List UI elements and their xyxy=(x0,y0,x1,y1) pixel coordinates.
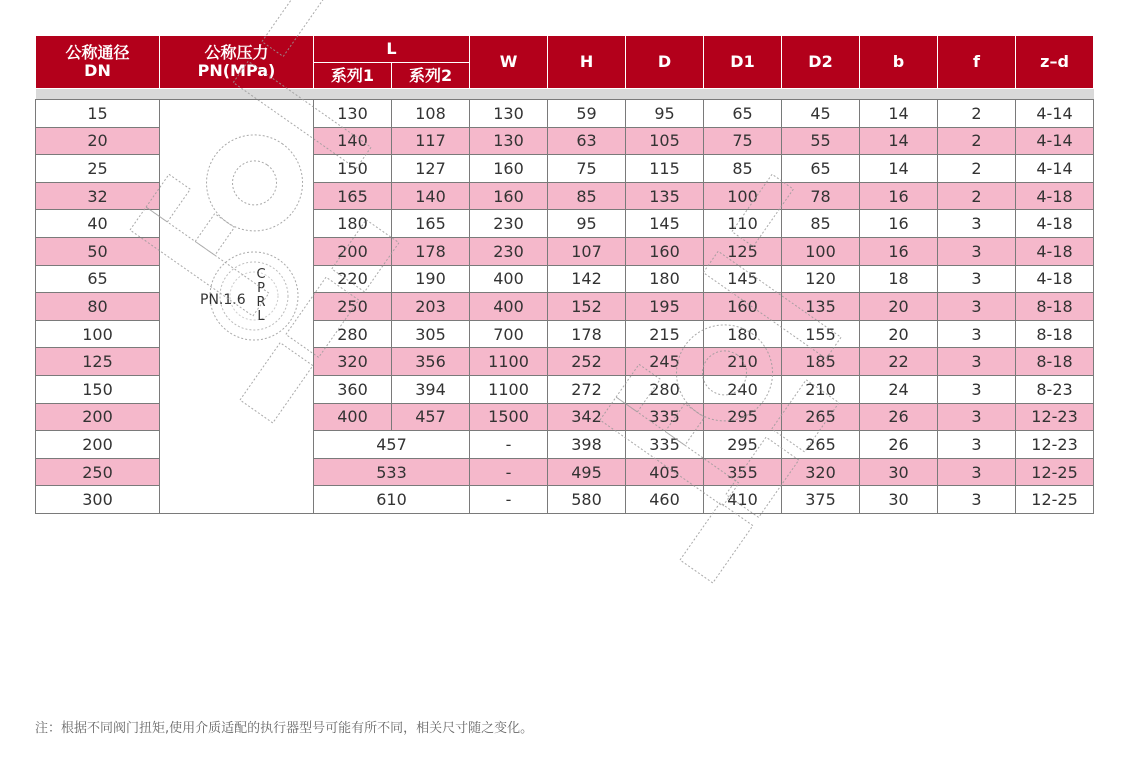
cell-dn: 50 xyxy=(36,237,160,265)
cell-d1: 295 xyxy=(704,431,782,459)
cell-dn: 40 xyxy=(36,210,160,238)
pn-content xyxy=(160,100,313,513)
cell-w: 1100 xyxy=(470,348,548,376)
cell-d1: 100 xyxy=(704,182,782,210)
cell-f: 2 xyxy=(938,100,1016,128)
cell-d1: 75 xyxy=(704,127,782,155)
cell-w: - xyxy=(470,458,548,486)
dimension-table xyxy=(35,35,1094,514)
cell-zd: 4-14 xyxy=(1016,155,1094,183)
cell-l2: 178 xyxy=(392,237,470,265)
cell-w: 160 xyxy=(470,155,548,183)
header-f: f xyxy=(938,36,1016,89)
cell-d1: 180 xyxy=(704,320,782,348)
cell-d: 145 xyxy=(626,210,704,238)
table-row xyxy=(36,100,1094,128)
cell-d2: 265 xyxy=(782,403,860,431)
cell-h: 580 xyxy=(548,486,626,514)
cell-b: 18 xyxy=(860,265,938,293)
cell-zd: 4-14 xyxy=(1016,127,1094,155)
cell-d2: 320 xyxy=(782,458,860,486)
cell-b: 26 xyxy=(860,403,938,431)
cell-b: 16 xyxy=(860,237,938,265)
cell-h: 342 xyxy=(548,403,626,431)
cell-dn: 65 xyxy=(36,265,160,293)
header-pn-line2: PN(MPa) xyxy=(197,61,276,80)
cell-d1: 145 xyxy=(704,265,782,293)
cell-d2: 55 xyxy=(782,127,860,155)
cell-b: 30 xyxy=(860,458,938,486)
cell-b: 16 xyxy=(860,182,938,210)
cell-h: 152 xyxy=(548,293,626,321)
cell-dn: 32 xyxy=(36,182,160,210)
cell-h: 252 xyxy=(548,348,626,376)
cell-d1: 355 xyxy=(704,458,782,486)
cell-pn-merged xyxy=(160,100,314,514)
cell-h: 272 xyxy=(548,375,626,403)
cell-f: 2 xyxy=(938,155,1016,183)
cell-d: 95 xyxy=(626,100,704,128)
cell-l1: 400 xyxy=(314,403,392,431)
cell-b: 22 xyxy=(860,348,938,376)
pn-value: PN.1.6 xyxy=(200,292,246,308)
cell-f: 3 xyxy=(938,348,1016,376)
cell-l1: 280 xyxy=(314,320,392,348)
cell-d1: 125 xyxy=(704,237,782,265)
cell-f: 2 xyxy=(938,182,1016,210)
cell-d: 160 xyxy=(626,237,704,265)
cell-h: 85 xyxy=(548,182,626,210)
cell-d: 215 xyxy=(626,320,704,348)
cell-d: 135 xyxy=(626,182,704,210)
cell-b: 16 xyxy=(860,210,938,238)
cell-dn: 80 xyxy=(36,293,160,321)
cell-d: 115 xyxy=(626,155,704,183)
table-header xyxy=(36,36,1094,89)
stamp-letter: L xyxy=(257,309,265,324)
cell-b: 14 xyxy=(860,127,938,155)
header-d2: D2 xyxy=(782,36,860,89)
cell-h: 63 xyxy=(548,127,626,155)
cell-l1: 180 xyxy=(314,210,392,238)
header-b: b xyxy=(860,36,938,89)
cell-l1: 250 xyxy=(314,293,392,321)
cell-l2: 356 xyxy=(392,348,470,376)
cell-l2: 117 xyxy=(392,127,470,155)
cell-b: 24 xyxy=(860,375,938,403)
cell-d2: 375 xyxy=(782,486,860,514)
cell-l1: 150 xyxy=(314,155,392,183)
cell-zd: 12-25 xyxy=(1016,486,1094,514)
cell-dn: 250 xyxy=(36,458,160,486)
header-w: W xyxy=(470,36,548,89)
footnote: 注：根据不同阀门扭矩,使用介质适配的执行器型号可能有所不同，相关尺寸随之变化。 xyxy=(35,721,534,736)
cell-w: 1100 xyxy=(470,375,548,403)
cell-l2: 140 xyxy=(392,182,470,210)
cell-f: 3 xyxy=(938,431,1016,459)
cell-l2: 165 xyxy=(392,210,470,238)
cell-d2: 155 xyxy=(782,320,860,348)
cell-zd: 4-14 xyxy=(1016,100,1094,128)
cell-zd: 8-18 xyxy=(1016,320,1094,348)
header-l-series2: 系列2 xyxy=(392,63,470,89)
cell-d: 245 xyxy=(626,348,704,376)
cell-zd: 8-18 xyxy=(1016,348,1094,376)
cell-f: 2 xyxy=(938,127,1016,155)
header-zd: z–d xyxy=(1016,36,1094,89)
cell-zd: 4-18 xyxy=(1016,182,1094,210)
cell-dn: 25 xyxy=(36,155,160,183)
cell-l1: 200 xyxy=(314,237,392,265)
cell-dn: 300 xyxy=(36,486,160,514)
cell-d: 105 xyxy=(626,127,704,155)
cell-b: 30 xyxy=(860,486,938,514)
cell-zd: 4-18 xyxy=(1016,210,1094,238)
cell-h: 398 xyxy=(548,431,626,459)
header-l: L xyxy=(314,36,470,63)
cell-zd: 8-18 xyxy=(1016,293,1094,321)
cell-dn: 125 xyxy=(36,348,160,376)
cell-f: 3 xyxy=(938,293,1016,321)
cell-b: 14 xyxy=(860,155,938,183)
cell-l1: 165 xyxy=(314,182,392,210)
stamp-letter: R xyxy=(256,295,266,310)
cell-b: 26 xyxy=(860,431,938,459)
cell-d: 335 xyxy=(626,431,704,459)
cell-d: 180 xyxy=(626,265,704,293)
cell-l2: 457 xyxy=(392,403,470,431)
cell-dn: 150 xyxy=(36,375,160,403)
cell-d1: 240 xyxy=(704,375,782,403)
cell-d2: 65 xyxy=(782,155,860,183)
cell-w: 400 xyxy=(470,265,548,293)
cell-l2: 108 xyxy=(392,100,470,128)
cell-w: 1500 xyxy=(470,403,548,431)
cell-h: 59 xyxy=(548,100,626,128)
cell-zd: 4-18 xyxy=(1016,237,1094,265)
cell-d1: 65 xyxy=(704,100,782,128)
cell-l1: 130 xyxy=(314,100,392,128)
cell-l2: 394 xyxy=(392,375,470,403)
cell-dn: 20 xyxy=(36,127,160,155)
cell-zd: 12-25 xyxy=(1016,458,1094,486)
cell-w: 230 xyxy=(470,237,548,265)
cell-f: 3 xyxy=(938,210,1016,238)
header-d: D xyxy=(626,36,704,89)
cell-d: 335 xyxy=(626,403,704,431)
cell-h: 107 xyxy=(548,237,626,265)
cell-b: 20 xyxy=(860,293,938,321)
cell-l: 457 xyxy=(314,431,470,459)
cell-zd: 8-23 xyxy=(1016,375,1094,403)
stamp-letter: P xyxy=(257,281,265,296)
cell-l: 533 xyxy=(314,458,470,486)
header-dn-line2: DN xyxy=(84,61,111,80)
cell-w: - xyxy=(470,486,548,514)
cell-d2: 265 xyxy=(782,431,860,459)
cell-w: - xyxy=(470,431,548,459)
cell-l1: 320 xyxy=(314,348,392,376)
cell-l2: 190 xyxy=(392,265,470,293)
cell-l: 610 xyxy=(314,486,470,514)
cell-l2: 305 xyxy=(392,320,470,348)
cell-d1: 295 xyxy=(704,403,782,431)
cell-d2: 185 xyxy=(782,348,860,376)
cell-w: 400 xyxy=(470,293,548,321)
cell-w: 700 xyxy=(470,320,548,348)
cell-dn: 200 xyxy=(36,403,160,431)
cell-b: 20 xyxy=(860,320,938,348)
cell-dn: 100 xyxy=(36,320,160,348)
cell-d: 405 xyxy=(626,458,704,486)
cell-d2: 78 xyxy=(782,182,860,210)
cell-l2: 127 xyxy=(392,155,470,183)
cell-f: 3 xyxy=(938,265,1016,293)
cell-d: 280 xyxy=(626,375,704,403)
cell-w: 230 xyxy=(470,210,548,238)
header-pn xyxy=(160,36,314,89)
cell-d2: 100 xyxy=(782,237,860,265)
stamp-letters xyxy=(256,268,266,324)
header-dn xyxy=(36,36,160,89)
header-h: H xyxy=(548,36,626,89)
stamp-letter: C xyxy=(256,267,266,282)
header-divider xyxy=(36,89,1094,100)
cell-l2: 203 xyxy=(392,293,470,321)
cell-zd: 12-23 xyxy=(1016,403,1094,431)
cell-b: 14 xyxy=(860,100,938,128)
cell-f: 3 xyxy=(938,486,1016,514)
cell-d1: 110 xyxy=(704,210,782,238)
cell-h: 75 xyxy=(548,155,626,183)
cell-f: 3 xyxy=(938,237,1016,265)
cell-d2: 45 xyxy=(782,100,860,128)
cell-f: 3 xyxy=(938,375,1016,403)
cell-d: 195 xyxy=(626,293,704,321)
cell-d2: 210 xyxy=(782,375,860,403)
cell-d1: 160 xyxy=(704,293,782,321)
cell-w: 130 xyxy=(470,127,548,155)
cell-d2: 135 xyxy=(782,293,860,321)
cell-d2: 120 xyxy=(782,265,860,293)
cell-f: 3 xyxy=(938,458,1016,486)
cell-l1: 140 xyxy=(314,127,392,155)
header-dn-line1: 公称通径 xyxy=(65,43,130,62)
cell-zd: 12-23 xyxy=(1016,431,1094,459)
table-body xyxy=(36,89,1094,514)
cell-w: 160 xyxy=(470,182,548,210)
cell-d1: 85 xyxy=(704,155,782,183)
cell-l1: 220 xyxy=(314,265,392,293)
cell-zd: 4-18 xyxy=(1016,265,1094,293)
cell-h: 495 xyxy=(548,458,626,486)
cell-h: 142 xyxy=(548,265,626,293)
cell-h: 95 xyxy=(548,210,626,238)
cell-f: 3 xyxy=(938,403,1016,431)
cell-f: 3 xyxy=(938,320,1016,348)
cell-dn: 15 xyxy=(36,100,160,128)
cell-l1: 360 xyxy=(314,375,392,403)
cell-w: 130 xyxy=(470,100,548,128)
header-pn-line1: 公称压力 xyxy=(204,43,269,62)
cell-d1: 210 xyxy=(704,348,782,376)
cell-dn: 200 xyxy=(36,431,160,459)
cell-h: 178 xyxy=(548,320,626,348)
cell-d1: 410 xyxy=(704,486,782,514)
header-l-series1: 系列1 xyxy=(314,63,392,89)
spec-table-container xyxy=(35,35,1093,514)
cell-d2: 85 xyxy=(782,210,860,238)
cell-d: 460 xyxy=(626,486,704,514)
header-d1: D1 xyxy=(704,36,782,89)
